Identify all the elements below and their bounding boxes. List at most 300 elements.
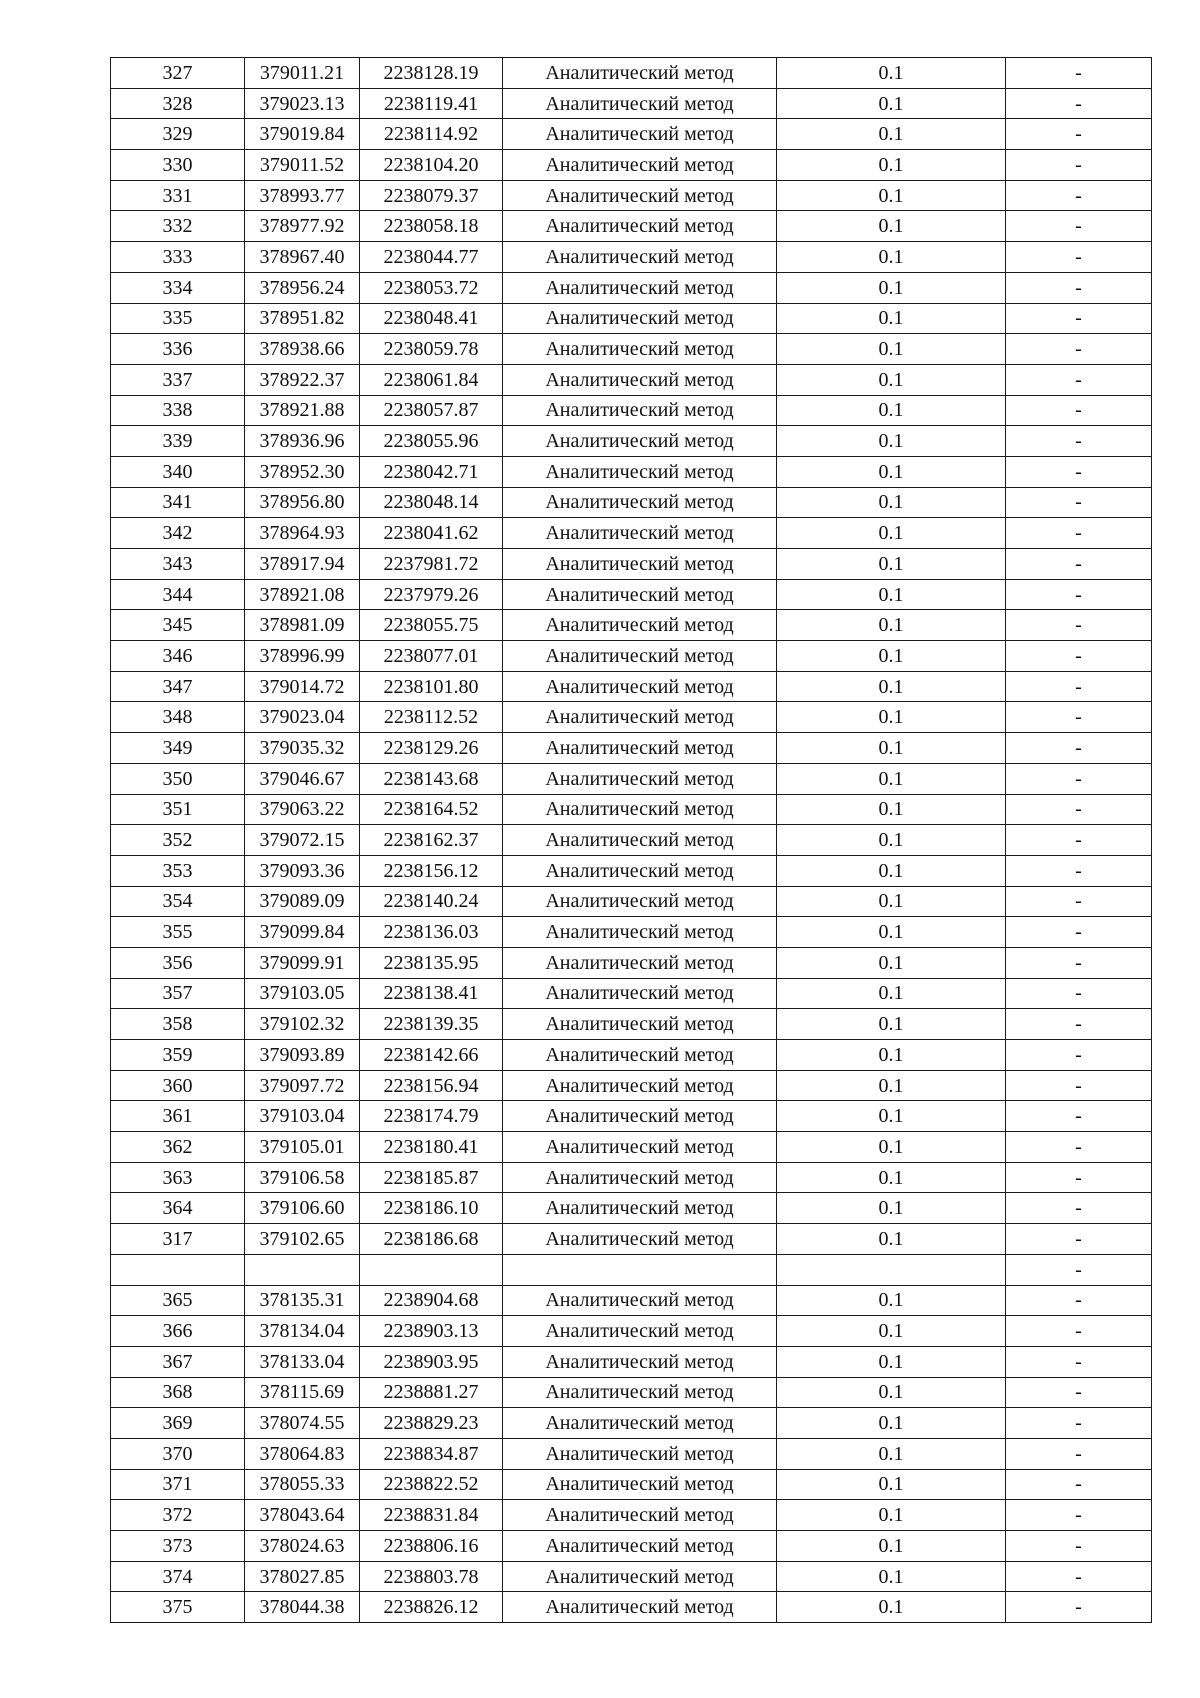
table-row [111,702,1152,733]
table-row [111,1193,1152,1224]
table-row [111,1009,1152,1040]
x-coordinate-cell: 379063.22 [245,794,360,825]
table-row [111,272,1152,303]
table-row [111,518,1152,549]
description-cell: - [1006,242,1152,273]
description-cell: - [1006,334,1152,365]
point-number-cell: 327 [111,58,245,89]
point-number-cell: 373 [111,1531,245,1562]
y-coordinate-cell: 2238826.12 [360,1592,503,1623]
point-number-cell: 338 [111,395,245,426]
method-cell: Аналитический метод [503,303,777,334]
y-coordinate-cell: 2238048.14 [360,487,503,518]
table-row [111,487,1152,518]
point-number-cell: 361 [111,1101,245,1132]
method-cell: Аналитический метод [503,88,777,119]
x-coordinate-cell: 378967.40 [245,242,360,273]
description-cell: - [1006,1561,1152,1592]
x-coordinate-cell: 378135.31 [245,1285,360,1316]
method-cell: Аналитический метод [503,886,777,917]
method-cell: Аналитический метод [503,917,777,948]
description-cell: - [1006,641,1152,672]
table-row [111,1592,1152,1623]
accuracy-cell: 0.1 [777,886,1006,917]
description-cell: - [1006,426,1152,457]
table-row [111,426,1152,457]
accuracy-cell: 0.1 [777,119,1006,150]
x-coordinate-cell: 378044.38 [245,1592,360,1623]
x-coordinate-cell: 379102.65 [245,1224,360,1255]
accuracy-cell: 0.1 [777,487,1006,518]
y-coordinate-cell: 2238079.37 [360,180,503,211]
method-cell: Аналитический метод [503,180,777,211]
point-number-cell: 372 [111,1500,245,1531]
method-cell: Аналитический метод [503,364,777,395]
point-number-cell: 352 [111,825,245,856]
description-cell: - [1006,1469,1152,1500]
table-row [111,1162,1152,1193]
method-cell: Аналитический метод [503,1285,777,1316]
point-number-cell: 354 [111,886,245,917]
point-number-cell: 336 [111,334,245,365]
y-coordinate-cell: 2237981.72 [360,549,503,580]
x-coordinate-cell: 378074.55 [245,1408,360,1439]
description-cell: - [1006,579,1152,610]
method-cell: Аналитический метод [503,579,777,610]
x-coordinate-cell: 378922.37 [245,364,360,395]
accuracy-cell: 0.1 [777,702,1006,733]
table-row [111,886,1152,917]
x-coordinate-cell: 378951.82 [245,303,360,334]
x-coordinate-cell: 379014.72 [245,671,360,702]
method-cell: Аналитический метод [503,549,777,580]
x-coordinate-cell: 378938.66 [245,334,360,365]
description-cell: - [1006,978,1152,1009]
method-cell: Аналитический метод [503,1346,777,1377]
x-coordinate-cell: 378993.77 [245,180,360,211]
y-coordinate-cell: 2238053.72 [360,272,503,303]
description-cell: - [1006,272,1152,303]
y-coordinate-cell: 2238059.78 [360,334,503,365]
accuracy-cell [777,1254,1006,1285]
method-cell: Аналитический метод [503,855,777,886]
accuracy-cell: 0.1 [777,763,1006,794]
method-cell: Аналитический метод [503,395,777,426]
table-row [111,1101,1152,1132]
x-coordinate-cell: 379019.84 [245,119,360,150]
method-cell: Аналитический метод [503,1408,777,1439]
description-cell: - [1006,119,1152,150]
table-row [111,88,1152,119]
description-cell: - [1006,610,1152,641]
method-cell: Аналитический метод [503,1316,777,1347]
accuracy-cell: 0.1 [777,456,1006,487]
accuracy-cell: 0.1 [777,395,1006,426]
coordinates-table-body [111,58,1152,1623]
y-coordinate-cell: 2238055.75 [360,610,503,641]
point-number-cell: 365 [111,1285,245,1316]
table-row [111,456,1152,487]
y-coordinate-cell: 2238104.20 [360,150,503,181]
table-row [111,763,1152,794]
point-number-cell: 368 [111,1377,245,1408]
point-number-cell: 345 [111,610,245,641]
y-coordinate-cell: 2238174.79 [360,1101,503,1132]
accuracy-cell: 0.1 [777,1500,1006,1531]
method-cell: Аналитический метод [503,1561,777,1592]
y-coordinate-cell: 2238186.10 [360,1193,503,1224]
method-cell: Аналитический метод [503,1438,777,1469]
y-coordinate-cell: 2238041.62 [360,518,503,549]
table-row [111,610,1152,641]
x-coordinate-cell: 379099.84 [245,917,360,948]
point-number-cell: 357 [111,978,245,1009]
description-cell: - [1006,702,1152,733]
table-row [111,1561,1152,1592]
table-row [111,211,1152,242]
x-coordinate-cell: 378115.69 [245,1377,360,1408]
y-coordinate-cell: 2238180.41 [360,1132,503,1163]
x-coordinate-cell: 379102.32 [245,1009,360,1040]
description-cell: - [1006,1285,1152,1316]
table-row [111,671,1152,702]
y-coordinate-cell: 2238143.68 [360,763,503,794]
y-coordinate-cell: 2238135.95 [360,947,503,978]
y-coordinate-cell: 2238136.03 [360,917,503,948]
accuracy-cell: 0.1 [777,579,1006,610]
x-coordinate-cell: 379105.01 [245,1132,360,1163]
description-cell: - [1006,487,1152,518]
accuracy-cell: 0.1 [777,947,1006,978]
x-coordinate-cell: 378043.64 [245,1500,360,1531]
description-cell: - [1006,1132,1152,1163]
y-coordinate-cell: 2238128.19 [360,58,503,89]
point-number-cell: 340 [111,456,245,487]
point-number-cell: 350 [111,763,245,794]
x-coordinate-cell: 379011.21 [245,58,360,89]
description-cell: - [1006,825,1152,856]
point-number-cell: 317 [111,1224,245,1255]
description-cell: - [1006,58,1152,89]
description-cell: - [1006,180,1152,211]
accuracy-cell: 0.1 [777,150,1006,181]
method-cell: Аналитический метод [503,794,777,825]
y-coordinate-cell: 2238077.01 [360,641,503,672]
y-coordinate-cell: 2238185.87 [360,1162,503,1193]
method-cell: Аналитический метод [503,1009,777,1040]
point-number-cell: 341 [111,487,245,518]
y-coordinate-cell: 2238904.68 [360,1285,503,1316]
table-row [111,1500,1152,1531]
description-cell: - [1006,1254,1152,1285]
x-coordinate-cell: 379093.89 [245,1040,360,1071]
x-coordinate-cell: 379023.04 [245,702,360,733]
x-coordinate-cell: 378133.04 [245,1346,360,1377]
method-cell: Аналитический метод [503,334,777,365]
point-number-cell: 348 [111,702,245,733]
description-cell: - [1006,364,1152,395]
point-number-cell: 349 [111,733,245,764]
y-coordinate-cell: 2238164.52 [360,794,503,825]
accuracy-cell: 0.1 [777,211,1006,242]
method-cell: Аналитический метод [503,733,777,764]
method-cell: Аналитический метод [503,1469,777,1500]
description-cell: - [1006,1224,1152,1255]
y-coordinate-cell: 2238156.94 [360,1070,503,1101]
description-cell: - [1006,671,1152,702]
description-cell: - [1006,549,1152,580]
point-number-cell: 363 [111,1162,245,1193]
accuracy-cell: 0.1 [777,1224,1006,1255]
method-cell: Аналитический метод [503,825,777,856]
method-cell: Аналитический метод [503,1070,777,1101]
accuracy-cell: 0.1 [777,58,1006,89]
table-row [111,641,1152,672]
method-cell: Аналитический метод [503,1132,777,1163]
accuracy-cell: 0.1 [777,1132,1006,1163]
description-cell: - [1006,1377,1152,1408]
x-coordinate-cell: 378964.93 [245,518,360,549]
x-coordinate-cell: 379106.60 [245,1193,360,1224]
description-cell: - [1006,88,1152,119]
y-coordinate-cell: 2238058.18 [360,211,503,242]
table-row [111,1224,1152,1255]
description-cell: - [1006,1040,1152,1071]
table-row [111,1438,1152,1469]
table-row [111,579,1152,610]
accuracy-cell: 0.1 [777,549,1006,580]
x-coordinate-cell: 378952.30 [245,456,360,487]
y-coordinate-cell: 2238061.84 [360,364,503,395]
method-cell: Аналитический метод [503,1193,777,1224]
point-number-cell: 344 [111,579,245,610]
accuracy-cell: 0.1 [777,1377,1006,1408]
accuracy-cell: 0.1 [777,1469,1006,1500]
accuracy-cell: 0.1 [777,1438,1006,1469]
point-number-cell: 351 [111,794,245,825]
x-coordinate-cell: 379103.05 [245,978,360,1009]
point-number-cell: 328 [111,88,245,119]
x-coordinate-cell: 378024.63 [245,1531,360,1562]
method-cell [503,1254,777,1285]
x-coordinate-cell: 378981.09 [245,610,360,641]
table-row [111,1346,1152,1377]
y-coordinate-cell: 2238834.87 [360,1438,503,1469]
accuracy-cell: 0.1 [777,610,1006,641]
x-coordinate-cell: 378917.94 [245,549,360,580]
point-number-cell [111,1254,245,1285]
method-cell: Аналитический метод [503,1500,777,1531]
method-cell: Аналитический метод [503,119,777,150]
y-coordinate-cell: 2238829.23 [360,1408,503,1439]
accuracy-cell: 0.1 [777,1531,1006,1562]
description-cell: - [1006,456,1152,487]
method-cell: Аналитический метод [503,702,777,733]
y-coordinate-cell: 2238114.92 [360,119,503,150]
accuracy-cell: 0.1 [777,303,1006,334]
x-coordinate-cell: 379011.52 [245,150,360,181]
x-coordinate-cell [245,1254,360,1285]
description-cell: - [1006,763,1152,794]
point-number-cell: 329 [111,119,245,150]
description-cell: - [1006,1009,1152,1040]
y-coordinate-cell: 2238822.52 [360,1469,503,1500]
y-coordinate-cell: 2238057.87 [360,395,503,426]
table-row [111,917,1152,948]
point-number-cell: 364 [111,1193,245,1224]
table-row [111,119,1152,150]
table-row [111,303,1152,334]
table-row [111,180,1152,211]
accuracy-cell: 0.1 [777,1009,1006,1040]
y-coordinate-cell: 2238138.41 [360,978,503,1009]
method-cell: Аналитический метод [503,763,777,794]
method-cell: Аналитический метод [503,518,777,549]
description-cell: - [1006,1101,1152,1132]
y-coordinate-cell: 2238140.24 [360,886,503,917]
accuracy-cell: 0.1 [777,1408,1006,1439]
x-coordinate-cell: 378956.80 [245,487,360,518]
y-coordinate-cell: 2238803.78 [360,1561,503,1592]
accuracy-cell: 0.1 [777,733,1006,764]
description-cell: - [1006,1193,1152,1224]
accuracy-cell: 0.1 [777,180,1006,211]
y-coordinate-cell: 2238162.37 [360,825,503,856]
x-coordinate-cell: 379072.15 [245,825,360,856]
point-number-cell: 346 [111,641,245,672]
x-coordinate-cell: 379103.04 [245,1101,360,1132]
table-row [111,364,1152,395]
x-coordinate-cell: 379035.32 [245,733,360,764]
table-row [111,1040,1152,1071]
point-number-cell: 343 [111,549,245,580]
description-cell: - [1006,1070,1152,1101]
table-row [111,150,1152,181]
point-number-cell: 358 [111,1009,245,1040]
method-cell: Аналитический метод [503,947,777,978]
description-cell: - [1006,1316,1152,1347]
method-cell: Аналитический метод [503,1040,777,1071]
accuracy-cell: 0.1 [777,518,1006,549]
method-cell: Аналитический метод [503,1162,777,1193]
accuracy-cell: 0.1 [777,1193,1006,1224]
table-row [111,242,1152,273]
table-row [111,1285,1152,1316]
point-number-cell: 355 [111,917,245,948]
accuracy-cell: 0.1 [777,1316,1006,1347]
method-cell: Аналитический метод [503,1101,777,1132]
description-cell: - [1006,150,1152,181]
y-coordinate-cell: 2237979.26 [360,579,503,610]
accuracy-cell: 0.1 [777,1040,1006,1071]
point-number-cell: 360 [111,1070,245,1101]
table-row [111,1070,1152,1101]
description-cell: - [1006,303,1152,334]
method-cell: Аналитический метод [503,242,777,273]
x-coordinate-cell: 379023.13 [245,88,360,119]
table-row [111,1377,1152,1408]
description-cell: - [1006,1346,1152,1377]
accuracy-cell: 0.1 [777,825,1006,856]
table-row [111,825,1152,856]
y-coordinate-cell: 2238139.35 [360,1009,503,1040]
y-coordinate-cell: 2238119.41 [360,88,503,119]
point-number-cell: 332 [111,211,245,242]
method-cell: Аналитический метод [503,272,777,303]
y-coordinate-cell [360,1254,503,1285]
coordinates-table [110,57,1152,1623]
point-number-cell: 366 [111,1316,245,1347]
table-row [111,1132,1152,1163]
accuracy-cell: 0.1 [777,641,1006,672]
table-row [111,334,1152,365]
method-cell: Аналитический метод [503,1224,777,1255]
y-coordinate-cell: 2238101.80 [360,671,503,702]
accuracy-cell: 0.1 [777,426,1006,457]
table-row [111,978,1152,1009]
x-coordinate-cell: 378055.33 [245,1469,360,1500]
accuracy-cell: 0.1 [777,88,1006,119]
point-number-cell: 333 [111,242,245,273]
accuracy-cell: 0.1 [777,1592,1006,1623]
method-cell: Аналитический метод [503,641,777,672]
accuracy-cell: 0.1 [777,855,1006,886]
point-number-cell: 335 [111,303,245,334]
y-coordinate-cell: 2238112.52 [360,702,503,733]
accuracy-cell: 0.1 [777,1101,1006,1132]
x-coordinate-cell: 378936.96 [245,426,360,457]
y-coordinate-cell: 2238055.96 [360,426,503,457]
description-cell: - [1006,518,1152,549]
y-coordinate-cell: 2238806.16 [360,1531,503,1562]
accuracy-cell: 0.1 [777,1162,1006,1193]
table-row [111,58,1152,89]
method-cell: Аналитический метод [503,211,777,242]
description-cell: - [1006,1162,1152,1193]
table-row [111,855,1152,886]
y-coordinate-cell: 2238042.71 [360,456,503,487]
point-number-cell: 353 [111,855,245,886]
point-number-cell: 347 [111,671,245,702]
method-cell: Аналитический метод [503,456,777,487]
x-coordinate-cell: 379099.91 [245,947,360,978]
description-cell: - [1006,1531,1152,1562]
description-cell: - [1006,1438,1152,1469]
description-cell: - [1006,395,1152,426]
description-cell: - [1006,733,1152,764]
y-coordinate-cell: 2238186.68 [360,1224,503,1255]
point-number-cell: 375 [111,1592,245,1623]
table-row [111,1531,1152,1562]
description-cell: - [1006,1408,1152,1439]
description-cell: - [1006,1592,1152,1623]
point-number-cell: 342 [111,518,245,549]
accuracy-cell: 0.1 [777,917,1006,948]
method-cell: Аналитический метод [503,610,777,641]
x-coordinate-cell: 379046.67 [245,763,360,794]
method-cell: Аналитический метод [503,1592,777,1623]
x-coordinate-cell: 378977.92 [245,211,360,242]
table-row [111,1316,1152,1347]
table-row [111,549,1152,580]
accuracy-cell: 0.1 [777,794,1006,825]
y-coordinate-cell: 2238881.27 [360,1377,503,1408]
x-coordinate-cell: 378921.08 [245,579,360,610]
point-number-cell: 330 [111,150,245,181]
description-cell: - [1006,917,1152,948]
x-coordinate-cell: 379097.72 [245,1070,360,1101]
point-number-cell: 370 [111,1438,245,1469]
